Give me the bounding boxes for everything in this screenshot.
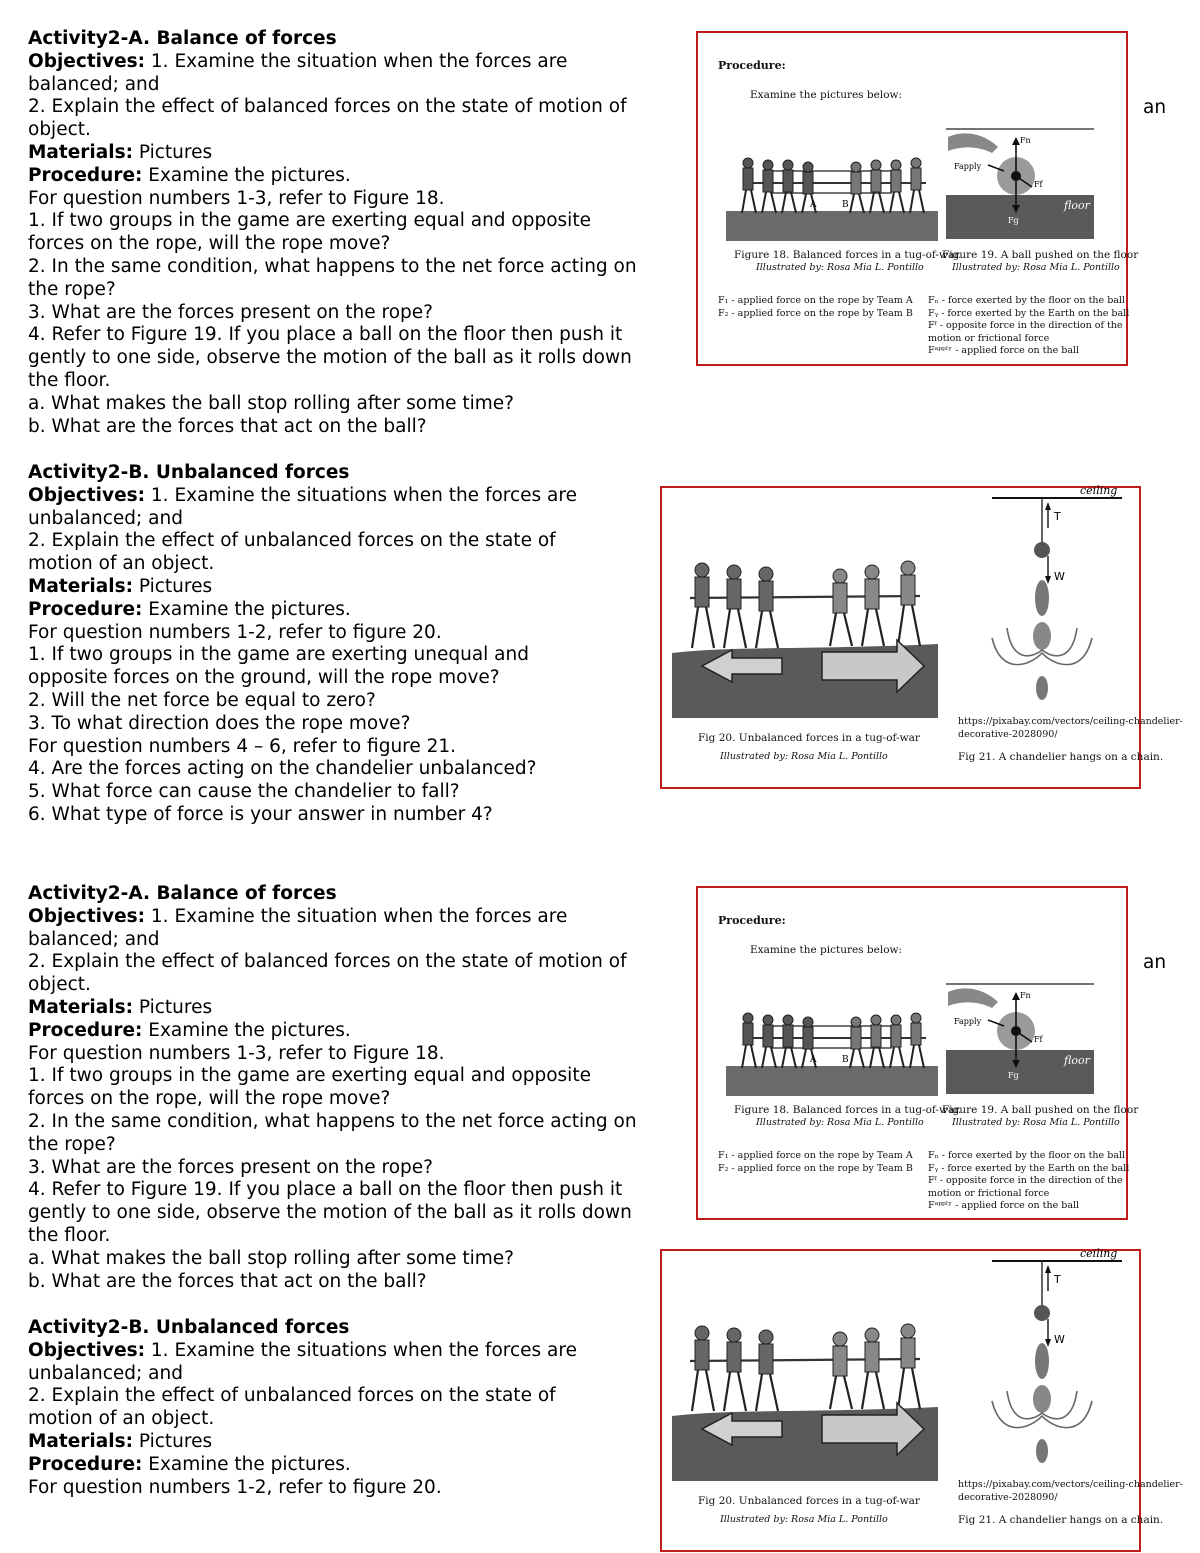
- text-line: For question numbers 4 – 6, refer to figure 21.: [28, 735, 457, 757]
- person-head: [901, 1324, 915, 1338]
- procedure-label: Procedure:: [28, 164, 143, 186]
- procedure-label: Procedure:: [28, 1453, 143, 1475]
- hand: [948, 133, 998, 153]
- activity-a-title: Activity2-A. Balance of forces: [28, 28, 337, 49]
- objectives-line: [28, 51, 637, 74]
- figure-frame-unbalanced: [660, 484, 1183, 789]
- legend-item: Fᵃᵖᵖˡʸ - applied force on the ball: [928, 345, 1080, 356]
- url-line: https://pixabay.com/vectors/ceiling-chandelier-: [958, 1479, 1183, 1490]
- person-head: [871, 160, 881, 170]
- fig19-credit: Illustrated by: Rosa Mia L. Pontillo: [952, 1117, 1120, 1128]
- materials-value: Pictures: [132, 141, 213, 163]
- label-fg: Fg: [1008, 1071, 1019, 1080]
- person-body: [891, 170, 901, 192]
- activity-a-repeat: [28, 883, 637, 1293]
- chandelier-top-ball: [1034, 542, 1050, 558]
- person-head: [727, 565, 741, 579]
- ceiling-label: ceiling: [1080, 1247, 1118, 1260]
- procedure-value: Examine the pictures.: [142, 1453, 351, 1475]
- legend-item: Fᶠ - opposite force in the direction of the: [928, 320, 1123, 331]
- person-body: [695, 1340, 709, 1370]
- activity-b-title: Activity2-B. Unbalanced forces: [28, 462, 350, 483]
- person-body: [833, 583, 847, 613]
- team-legs: [692, 605, 920, 648]
- chandelier-base: [1036, 676, 1048, 700]
- objectives-line: [28, 485, 577, 508]
- text-line: object.: [28, 974, 91, 996]
- chandelier-stem: [1035, 1343, 1049, 1379]
- legend-left: [718, 295, 913, 320]
- chandelier-illustration: [982, 1247, 1132, 1479]
- label-t: T: [1054, 510, 1061, 523]
- procedure-line: [28, 1454, 577, 1477]
- person-body: [803, 1027, 813, 1049]
- person-body: [911, 1023, 921, 1045]
- legend-item: Fᵧ - force exerted by the Earth on the ball: [928, 1162, 1130, 1174]
- person-head: [743, 158, 753, 168]
- team-legs: [692, 1368, 920, 1411]
- hand: [948, 988, 998, 1008]
- person-body: [871, 1025, 881, 1047]
- tug-of-war-unbalanced-illustration: [672, 1321, 938, 1481]
- question-line: gently to one side, observe the motion of the ball as it rolls down: [28, 347, 632, 369]
- objectives-text: 1. Examine the situations when the forces are: [145, 484, 577, 506]
- materials-label: Materials:: [28, 141, 133, 163]
- legend-item: motion or frictional force: [928, 1187, 1050, 1199]
- chandelier-base: [1036, 1439, 1048, 1463]
- text-line: 2. Explain the effect of balanced forces on the state of motion of: [28, 96, 627, 118]
- person-head: [865, 1328, 879, 1342]
- url-line: decorative-2028090/: [958, 728, 1058, 740]
- ground: [726, 1066, 938, 1096]
- fig21-caption: Fig 21. A chandelier hangs on a chain.: [958, 1514, 1164, 1526]
- image-source-url: [958, 1479, 1183, 1504]
- force-label-a: A: [810, 1055, 817, 1065]
- procedure-value: Examine the pictures.: [142, 598, 351, 620]
- procedure-value: Examine the pictures.: [142, 164, 351, 186]
- fig19-caption: Figure 19. A ball pushed on the floor: [942, 1104, 1139, 1116]
- legend-item: F₁ - applied force on the rope by Team A: [718, 1150, 913, 1161]
- legend-item: Fₙ - force exerted by the floor on the ball: [928, 1150, 1126, 1161]
- team-b-figures: [851, 1013, 921, 1049]
- figure-instruction: Examine the pictures below:: [750, 89, 903, 101]
- objectives-label: Objectives:: [28, 905, 146, 927]
- person-head: [763, 1015, 773, 1025]
- fig20-caption: Fig 20. Unbalanced forces in a tug-of-war: [698, 732, 920, 744]
- question-line: 1. If two groups in the game are exerting unequal and: [28, 644, 529, 666]
- arrow-weight-head: [1045, 1339, 1051, 1347]
- objectives-text: 1. Examine the situation when the forces are: [145, 905, 568, 927]
- figure-procedure-heading: Procedure:: [718, 59, 786, 72]
- team-a-figures: [743, 1013, 813, 1049]
- objectives-tail-word: an: [1143, 97, 1167, 118]
- legend-right: [928, 1150, 1129, 1213]
- label-fn: Fn: [1020, 991, 1031, 1000]
- arrow-normal-head: [1012, 992, 1020, 1000]
- text-line: balanced; and: [28, 928, 160, 950]
- text-line: 2. Explain the effect of balanced forces on the state of motion of: [28, 951, 627, 973]
- question-line: 4. Are the forces acting on the chandelier unbalanced?: [28, 758, 537, 780]
- person-head: [783, 1015, 793, 1025]
- chandelier-stem: [1033, 622, 1051, 650]
- chandelier-stem: [1033, 1385, 1051, 1413]
- procedure-value: Examine the pictures.: [142, 1019, 351, 1041]
- fig19-credit: Illustrated by: Rosa Mia L. Pontillo: [952, 262, 1120, 273]
- chandelier-illustration: [982, 484, 1132, 716]
- question-line: 3. What are the forces present on the rope?: [28, 301, 433, 323]
- text-line: motion of an object.: [28, 553, 215, 575]
- force-label-b: B: [842, 1055, 849, 1065]
- objectives-tail-word: an: [1143, 952, 1167, 973]
- label-fapply: Fapply: [954, 162, 982, 171]
- legend-item: F₁ - applied force on the rope by Team A: [718, 295, 913, 306]
- person-body: [763, 1025, 773, 1047]
- chandelier-stem: [1035, 580, 1049, 616]
- question-line: opposite forces on the ground, will the rope move?: [28, 667, 500, 689]
- legend-item: F₂ - applied force on the rope by Team B: [718, 307, 913, 319]
- question-line: 1. If two groups in the game are exerting equal and opposite: [28, 1065, 591, 1087]
- url-line: https://pixabay.com/vectors/ceiling-chandelier-: [958, 716, 1183, 727]
- fig18-caption: Figure 18. Balanced forces in a tug-of-war.: [734, 1104, 962, 1116]
- text-line: 2. Explain the effect of unbalanced forces on the state of: [28, 530, 556, 552]
- fig18-caption: Figure 18. Balanced forces in a tug-of-war.: [734, 249, 962, 261]
- person-head: [901, 561, 915, 575]
- fig20-credit: Illustrated by: Rosa Mia L. Pontillo: [720, 751, 888, 762]
- figure-frame-unbalanced-repeat: [660, 1247, 1183, 1552]
- person-body: [759, 581, 773, 611]
- person-body: [833, 1346, 847, 1376]
- question-line: 4. Refer to Figure 19. If you place a ball on the floor then push it: [28, 1179, 623, 1201]
- person-body: [911, 168, 921, 190]
- url-line: decorative-2028090/: [958, 1491, 1058, 1503]
- figure-procedure-heading: Procedure:: [718, 914, 786, 927]
- arrow-weight-head: [1045, 576, 1051, 584]
- fig19-caption: Figure 19. A ball pushed on the floor: [942, 249, 1139, 261]
- figure-instruction: Examine the pictures below:: [750, 944, 903, 956]
- rope: [690, 596, 920, 598]
- team-a-figures: [743, 158, 813, 194]
- person-body: [891, 1025, 901, 1047]
- person-body: [763, 170, 773, 192]
- person-head: [759, 567, 773, 581]
- team-b-figures: [851, 158, 921, 194]
- text-line: For question numbers 1-2, refer to figure 20.: [28, 1476, 442, 1498]
- person-head: [911, 158, 921, 168]
- team-left-figures: [695, 1326, 773, 1374]
- objectives-line: [28, 1340, 577, 1363]
- person-head: [695, 563, 709, 577]
- fig18-credit: Illustrated by: Rosa Mia L. Pontillo: [756, 262, 924, 273]
- person-head: [833, 569, 847, 583]
- team-right-figures: [833, 561, 915, 613]
- text-line: For question numbers 1-3, refer to Figure 18.: [28, 187, 445, 209]
- person-head: [911, 1013, 921, 1023]
- materials-value: Pictures: [132, 996, 213, 1018]
- question-line: 2. In the same condition, what happens to the net force acting on: [28, 1110, 637, 1132]
- materials-line: [28, 1431, 577, 1454]
- image-source-url: [958, 716, 1183, 741]
- legend-item: Fᵃᵖᵖˡʸ - applied force on the ball: [928, 1200, 1080, 1211]
- question-line: 4. Refer to Figure 19. If you place a ball on the floor then push it: [28, 324, 623, 346]
- label-floor: floor: [1064, 1054, 1090, 1067]
- fig20-credit: Illustrated by: Rosa Mia L. Pontillo: [720, 1514, 888, 1525]
- activity-b-repeat: [28, 1317, 577, 1499]
- person-body: [759, 1344, 773, 1374]
- person-head: [891, 1015, 901, 1025]
- question-line: a. What makes the ball stop rolling after some time?: [28, 1247, 515, 1269]
- person-head: [891, 160, 901, 170]
- legend-item: Fᵧ - force exerted by the Earth on the ball: [928, 307, 1130, 319]
- question-line: gently to one side, observe the motion of the ball as it rolls down: [28, 1202, 632, 1224]
- procedure-line: [28, 165, 637, 188]
- person-body: [743, 168, 753, 190]
- legend-item: F₂ - applied force on the rope by Team B: [718, 1162, 913, 1174]
- question-line: 3. What are the forces present on the rope?: [28, 1156, 433, 1178]
- person-head: [851, 162, 861, 172]
- chandelier-top-ball: [1034, 1305, 1050, 1321]
- procedure-label: Procedure:: [28, 1019, 143, 1041]
- question-line: forces on the rope, will the rope move?: [28, 233, 391, 255]
- arrow-tension-head: [1045, 502, 1051, 510]
- activity-b-title: Activity2-B. Unbalanced forces: [28, 1317, 350, 1338]
- question-line: 1. If two groups in the game are exerting equal and opposite: [28, 210, 591, 232]
- objectives-label: Objectives:: [28, 1339, 146, 1361]
- objectives-line: [28, 906, 637, 929]
- ball-pushed-illustration: [946, 984, 1094, 1096]
- person-head: [803, 1017, 813, 1027]
- materials-line: [28, 997, 637, 1020]
- procedure-line: [28, 599, 577, 622]
- force-label-b: B: [842, 200, 849, 210]
- question-line: the floor.: [28, 369, 111, 391]
- ball-pushed-illustration: [946, 129, 1094, 241]
- label-fg: Fg: [1008, 216, 1019, 225]
- legend-item: motion or frictional force: [928, 332, 1050, 344]
- person-head: [803, 162, 813, 172]
- materials-line: [28, 142, 637, 165]
- procedure-line: [28, 1020, 637, 1043]
- legend-item: Fₙ - force exerted by the floor on the ball: [928, 295, 1126, 306]
- text-line: For question numbers 1-2, refer to figure 20.: [28, 621, 442, 643]
- team-right-figures: [833, 1324, 915, 1376]
- question-line: 5. What force can cause the chandelier to fall?: [28, 781, 460, 803]
- question-line: a. What makes the ball stop rolling after some time?: [28, 392, 515, 414]
- activity-a-title: Activity2-A. Balance of forces: [28, 883, 337, 904]
- question-line: 3. To what direction does the rope move?: [28, 712, 411, 734]
- text-line: unbalanced; and: [28, 507, 183, 529]
- materials-value: Pictures: [132, 575, 213, 597]
- person-body: [783, 1025, 793, 1047]
- person-body: [901, 1338, 915, 1368]
- text-line: balanced; and: [28, 73, 160, 95]
- person-body: [727, 1342, 741, 1372]
- person-head: [833, 1332, 847, 1346]
- person-body: [865, 579, 879, 609]
- label-t: T: [1054, 1273, 1061, 1286]
- procedure-label: Procedure:: [28, 598, 143, 620]
- person-head: [743, 1013, 753, 1023]
- person-head: [783, 160, 793, 170]
- force-label-a: A: [810, 200, 817, 210]
- label-fn: Fn: [1020, 136, 1031, 145]
- label-w: W: [1054, 1333, 1065, 1346]
- tug-of-war-unbalanced-illustration: [672, 558, 938, 718]
- text-line: For question numbers 1-3, refer to Figure 18.: [28, 1042, 445, 1064]
- person-body: [851, 172, 861, 194]
- objectives-text: 1. Examine the situations when the forces are: [145, 1339, 577, 1361]
- person-head: [695, 1326, 709, 1340]
- objectives-label: Objectives:: [28, 484, 146, 506]
- question-line: forces on the rope, will the rope move?: [28, 1088, 391, 1110]
- materials-value: Pictures: [132, 1430, 213, 1452]
- person-head: [759, 1330, 773, 1344]
- legend-left: [718, 1150, 913, 1175]
- text-line: 2. Explain the effect of unbalanced forces on the state of: [28, 1385, 556, 1407]
- materials-label: Materials:: [28, 996, 133, 1018]
- ground: [726, 211, 938, 241]
- question-line: the rope?: [28, 1133, 116, 1155]
- figure-frame-balanced: [696, 31, 1139, 366]
- fig18-credit: Illustrated by: Rosa Mia L. Pontillo: [756, 1117, 924, 1128]
- person-body: [695, 577, 709, 607]
- arrow-tension-head: [1045, 1265, 1051, 1273]
- materials-label: Materials:: [28, 1430, 133, 1452]
- question-line: the rope?: [28, 278, 116, 300]
- text-line: object.: [28, 119, 91, 141]
- text-line: unbalanced; and: [28, 1362, 183, 1384]
- legend-right: [928, 295, 1129, 358]
- question-line: the floor.: [28, 1224, 111, 1246]
- tug-of-war-balanced-illustration: [726, 151, 938, 241]
- figure-frame-balanced-repeat: [696, 886, 1139, 1220]
- label-fapply: Fapply: [954, 1017, 982, 1026]
- person-body: [871, 170, 881, 192]
- tug-of-war-balanced-illustration: [726, 1006, 938, 1096]
- activity-a-top: [28, 28, 637, 438]
- question-line: 6. What type of force is your answer in number 4?: [28, 803, 493, 825]
- question-line: 2. In the same condition, what happens to the net force acting on: [28, 255, 637, 277]
- materials-label: Materials:: [28, 575, 133, 597]
- legend-item: Fᶠ - opposite force in the direction of the: [928, 1175, 1123, 1186]
- person-head: [865, 565, 879, 579]
- person-body: [783, 170, 793, 192]
- objectives-label: Objectives:: [28, 50, 146, 72]
- objectives-text: 1. Examine the situation when the forces are: [145, 50, 568, 72]
- fig20-caption: Fig 20. Unbalanced forces in a tug-of-war: [698, 1495, 920, 1507]
- person-head: [851, 1017, 861, 1027]
- question-line: 2. Will the net force be equal to zero?: [28, 689, 376, 711]
- fig21-caption: Fig 21. A chandelier hangs on a chain.: [958, 751, 1164, 763]
- label-floor: floor: [1064, 199, 1090, 212]
- label-ff: Ff: [1034, 1035, 1043, 1044]
- question-line: b. What are the forces that act on the ball?: [28, 415, 427, 437]
- arrow-normal-head: [1012, 137, 1020, 145]
- person-body: [803, 172, 813, 194]
- label-w: W: [1054, 570, 1065, 583]
- person-head: [727, 1328, 741, 1342]
- ceiling-label: ceiling: [1080, 484, 1118, 497]
- person-body: [865, 1342, 879, 1372]
- question-line: b. What are the forces that act on the ball?: [28, 1270, 427, 1292]
- label-ff: Ff: [1034, 180, 1043, 189]
- rope: [690, 1359, 920, 1361]
- text-line: motion of an object.: [28, 1408, 215, 1430]
- activity-b-top: [28, 462, 577, 827]
- person-body: [901, 575, 915, 605]
- person-body: [851, 1027, 861, 1049]
- person-head: [871, 1015, 881, 1025]
- person-body: [743, 1023, 753, 1045]
- team-left-figures: [695, 563, 773, 611]
- person-head: [763, 160, 773, 170]
- person-body: [727, 579, 741, 609]
- materials-line: [28, 576, 577, 599]
